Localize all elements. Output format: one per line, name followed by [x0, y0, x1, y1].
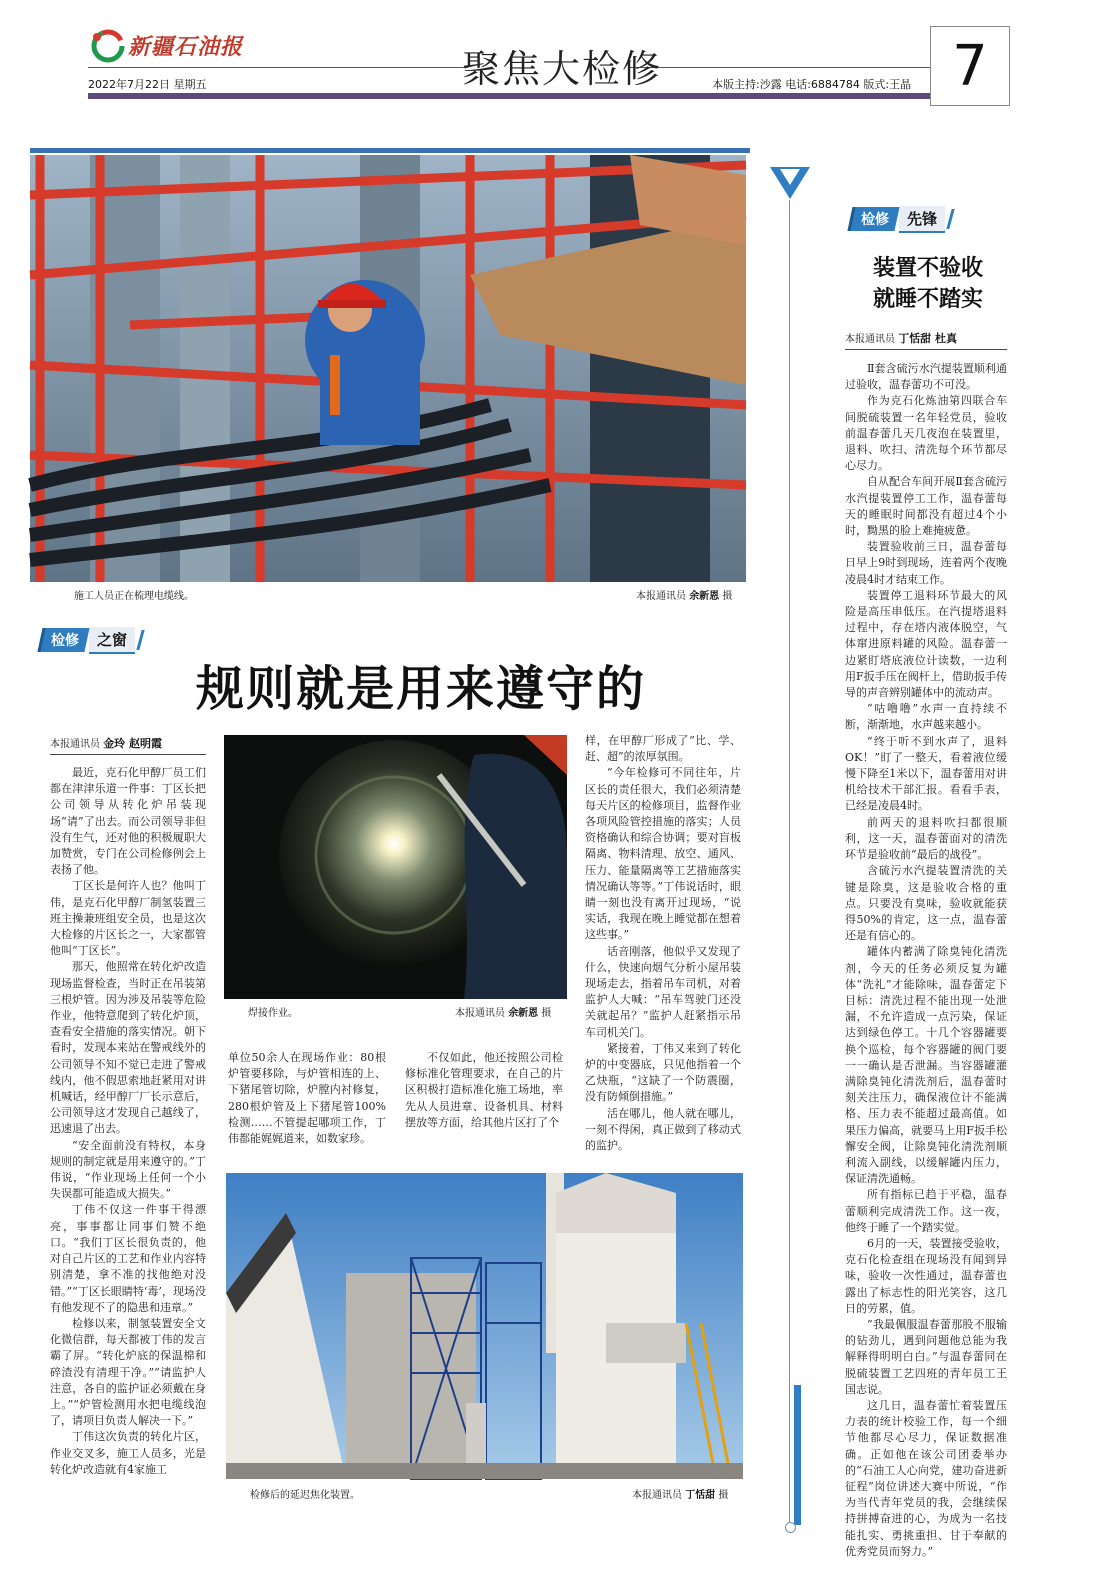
logo-text: 新疆石油报 [128, 34, 244, 60]
section-tag: 检修 [37, 628, 89, 652]
page-number-box [930, 26, 1010, 106]
paragraph: 那天，他照常在转化炉改造现场监督检查，当时正在吊装第三根炉管。因为涉及吊装等危险作业，他特意爬到了转化炉顶，查看安全措施的落实情况。朝下看时，发现本来站在警戒线外的公司领导不知不觉已走进了警戒线内，他不假思索地赶紧用对讲机喊话，经甲醇厂厂长示意后，公司领导这才发现自己越线了，迅速退了出去。 [50, 960, 206, 1136]
paragraph: 前两天的退料吹扫都很顺利，这一天，温春蕾面对的清洗环节是验收前“最后的战役”。 [845, 815, 1007, 862]
scaffold-worker-photo [30, 155, 746, 582]
side-byline: 本报通讯员 丁恬甜 杜真 [845, 330, 1007, 350]
scaffold-photo-caption: 施工人员正在梳理电缆线。 [74, 591, 194, 602]
paragraph: Ⅱ套含硫污水汽提装置顺利通过验收，温春蕾功不可没。 [845, 362, 1007, 392]
paragraph: 紧接着，丁伟又来到了转化炉的中变器底，只见他指着一个乙炔瓶，“这缺了一个防震圈，没有防倾倒措施。” [585, 1041, 741, 1104]
photo-accent-bar [30, 148, 750, 153]
paragraph: 丁伟不仅这一件事干得漂亮，事事都让同事们赞不绝口。“我们丁区长很负责的，他对自己片区的工艺和作业内容特别清楚，拿不准的找他绝对没错。”“丁区长眼睛特‘毒’，现场没有他发现不了的隐患和违章。” [50, 1203, 206, 1314]
paragraph: “终于听不到水声了，退料OK！”盯了一整天，看着液位缓慢下降至1米以下，温春蕾用对讲机给技术干部汇报。看看手表，已经是凌晨4时。 [845, 734, 1007, 813]
credit-name: 余新恩 [689, 591, 720, 602]
section-sub: 之窗 [89, 627, 135, 654]
plant-photo-caption: 检修后的延迟焦化装置。 [250, 1490, 360, 1501]
section-slash [946, 209, 954, 229]
paragraph: 丁区长是何许人也？他叫丁伟，是克石化甲醇厂制氢装置三班主操兼班组安全员，也是这次大检修的片区长之一，大家都管他叫“丁区长”。 [50, 879, 206, 958]
plant-photo-credit: 本报通讯员 丁恬甜 摄 [632, 1490, 729, 1501]
paragraph: 装置验收前三日，温春蕾每日早上9时到现场，连着两个夜晚凌晨4时才结束工作。 [845, 540, 1007, 586]
paragraph: 含硫污水汽提装置清洗的关键是除臭，这是验收合格的重点。只要没有臭味，验收就能获得50%的肯定，这一点，温春蕾还是有信心的。 [845, 864, 1007, 943]
masthead-rule-right [630, 67, 930, 68]
main-headline: 规则就是用来遵守的 [196, 661, 647, 717]
paragraph: 最近，克石化甲醇厂员工们都在津津乐道一件事：丁区长把公司领导从转化炉吊装现场“请”了出去。而公司领导非但没有生气，还对他的积极履职大加赞赏，专门在公司检修例会上表扬了他。 [50, 766, 206, 877]
plant-photo [226, 1173, 743, 1479]
main-byline: 本报通讯员 金玲 赵明霞 [50, 735, 206, 755]
side-article-body [845, 361, 1007, 1558]
welding-photo-credit: 本报通讯员 余新恩 摄 [455, 1008, 552, 1019]
masthead-rule [88, 67, 468, 68]
paragraph: 话音刚落，他似乎又发现了什么，快速向烟气分析小屋吊装现场走去，指着吊车司机，对着监护人大喊：“吊车驾驶门还没关就起吊？”监护人赶紧指示吊车司机关门。 [585, 944, 741, 1039]
credit-prefix: 本报通讯员 [636, 591, 686, 602]
paragraph: 所有指标已趋于平稳，温春蕾顺利完成清洗工作。这一夜，他终于睡了一个踏实觉。 [845, 1188, 1007, 1234]
paragraph: “咕噜噜”水声一直持续不断，渐渐地，水声越来越小。 [845, 702, 1007, 732]
paragraph: 作为克石化炼油第四联合车间脱硫装置一名年轻党员，验收前温春蕾几天几夜泡在装置里，退料、吹扫、清洗每个环节都尽心尽力。 [845, 394, 1007, 473]
welding-photo [224, 735, 567, 999]
column-divider [789, 200, 790, 1530]
side-section-label [850, 206, 952, 232]
main-article-col2 [228, 1050, 386, 1165]
page-title: 聚焦大检修 [462, 47, 663, 91]
paragraph: 罐体内蓄满了除臭钝化清洗剂，今天的任务必须反复为罐体“洗礼”才能除味，温春蕾定下目标：清洗过程不能出现一处泄漏，不允许造成一点污染，保证达到绿色停工。十几个容器罐要换个巡检，每个容器罐的阀门要一一确认是否泄漏。当容器罐灌满除臭钝化清洗剂后，温春蕾时刻关注压力，确保液位计不能满格、压力表不能超过最高值。如果压力偏高，就要马上用F扳手松懈安全阀，让除臭钝化清洗剂顺利流入副线，以缓解罐内压力，保证清洗通畅。 [845, 945, 1007, 1186]
paragraph: 检修以来，制氢装置安全文化微信群，每天都被丁伟的发言霸了屏。“转化炉底的保温棉和碎渣没有清理干净。”“请监护人注意，各自的监护证必须戴在身上。”“炉管检测用水把电缆线泡了，请项目负责人解决一下。” [50, 1316, 206, 1428]
side-headline-line: 就睡不踏实 [872, 286, 983, 312]
paragraph: 样，在甲醇厂形成了“比、学、赶、超”的浓厚氛围。 [585, 734, 741, 764]
column-accent-bar [794, 1385, 801, 1525]
main-section-label [40, 627, 142, 653]
welding-photo-caption: 焊接作业。 [248, 1008, 298, 1019]
side-headline [848, 253, 1008, 315]
main-article-col1 [50, 765, 206, 1500]
paragraph: 这几日，温春蕾忙着装置压力表的统计校验工作，每一个细节他都尽心尽力，保证数据准确。正如他在该公司团委举办的“石油工人心向党，建功奋进新征程”岗位讲述大赛中所说，“作为当代青年党员的我，会继续保持拼搏奋进的心，为成为一名技能扎实、勇挑重担、甘于奉献的优秀党员而努力。” [845, 1399, 1007, 1558]
paragraph: 装置停工退料环节最大的风险是高压串低压。在汽提塔退料过程中，存在塔内液体脱空，气体窜进原料罐的风险。温春蕾一边紧盯塔底液位计读数，一边利用F扳手压在阀杆上，借助扳手传导的声音辨别罐体中的流动声。 [845, 588, 1007, 700]
column-divider-end [785, 1522, 796, 1533]
paragraph: 自从配合车间开展Ⅱ套含硫污水汽提装置停工工作，温春蕾每天的睡眠时间都没有超过4个小时，黝黑的脸上难掩疲惫。 [845, 475, 1007, 538]
editors-info: 本版主持:沙露 电话:6884784 版式:王晶 [712, 78, 912, 91]
main-article-col4 [585, 733, 741, 1153]
section-sub: 先锋 [899, 206, 945, 233]
logo-emblem-icon [88, 25, 128, 65]
paragraph: “安全面前没有特权，本身规则的制定就是用来遵守的。”丁伟说，“作业现场上任何一个小失误都可能造成大损失。” [50, 1138, 206, 1201]
page-number: 7 [952, 33, 988, 99]
paragraph: 6月的一天，装置接受验收，克石化检查组在现场没有闻到异味，验收一次性通过，温春蕾也露出了标志性的阳光笑容，这几日的劳累，值。 [845, 1236, 1007, 1315]
section-arrow-icon [768, 165, 812, 203]
paragraph: 活在哪儿，他人就在哪儿，一刻不得闲，真正做到了移动式的监护。 [585, 1106, 741, 1153]
paragraph: 不仅如此，他还按照公司检修标准化管理要求，在自己的片区积极打造标准化施工场地，率先从人员进章、设备机具、材料摆放等方面，给其他片区打了个 [405, 1051, 563, 1129]
section-slash [136, 630, 144, 650]
section-tag: 检修 [847, 207, 899, 231]
paragraph: “我最佩服温春蕾那股不服输的钻劲儿，遇到问题他总能为我解释得明明白白。”与温春蕾同在脱硫装置工艺四班的青年员工王国志说。 [845, 1317, 1007, 1396]
credit-suffix: 摄 [722, 591, 733, 602]
issue-date: 2022年7月22日 星期五 [88, 78, 207, 91]
paragraph: 丁伟这次负责的转化片区，作业交叉多，施工人员多，光是转化炉改造就有4家施工 [50, 1430, 206, 1476]
side-headline-line: 装置不验收 [872, 255, 983, 281]
paragraph: 单位50余人在现场作业：80根炉管要移除，与炉管相连的上、下猪尾管切除，炉膛内衬修复，280根炉管及上下猪尾管100%检测……不管提起哪项工作，丁伟都能娓娓道来，如数家珍。 [228, 1051, 386, 1146]
scaffold-photo-credit [636, 587, 732, 602]
paragraph: “今年检修可不同往年，片区长的责任很大，我们必须清楚每天片区的检修项目，监督作业各项风险管控措施的落实；人员资格确认和综合协调；要对盲板隔离、物料清理、放空、通风、压力、能量隔离等工艺措施落实情况确认等等。”丁伟说话时，眼睛一刻也没有离开过现场，“说实话，我现在晚上睡觉都在想着这些事。” [585, 766, 741, 942]
main-article-col3 [405, 1050, 563, 1165]
masthead-bar [88, 93, 930, 99]
